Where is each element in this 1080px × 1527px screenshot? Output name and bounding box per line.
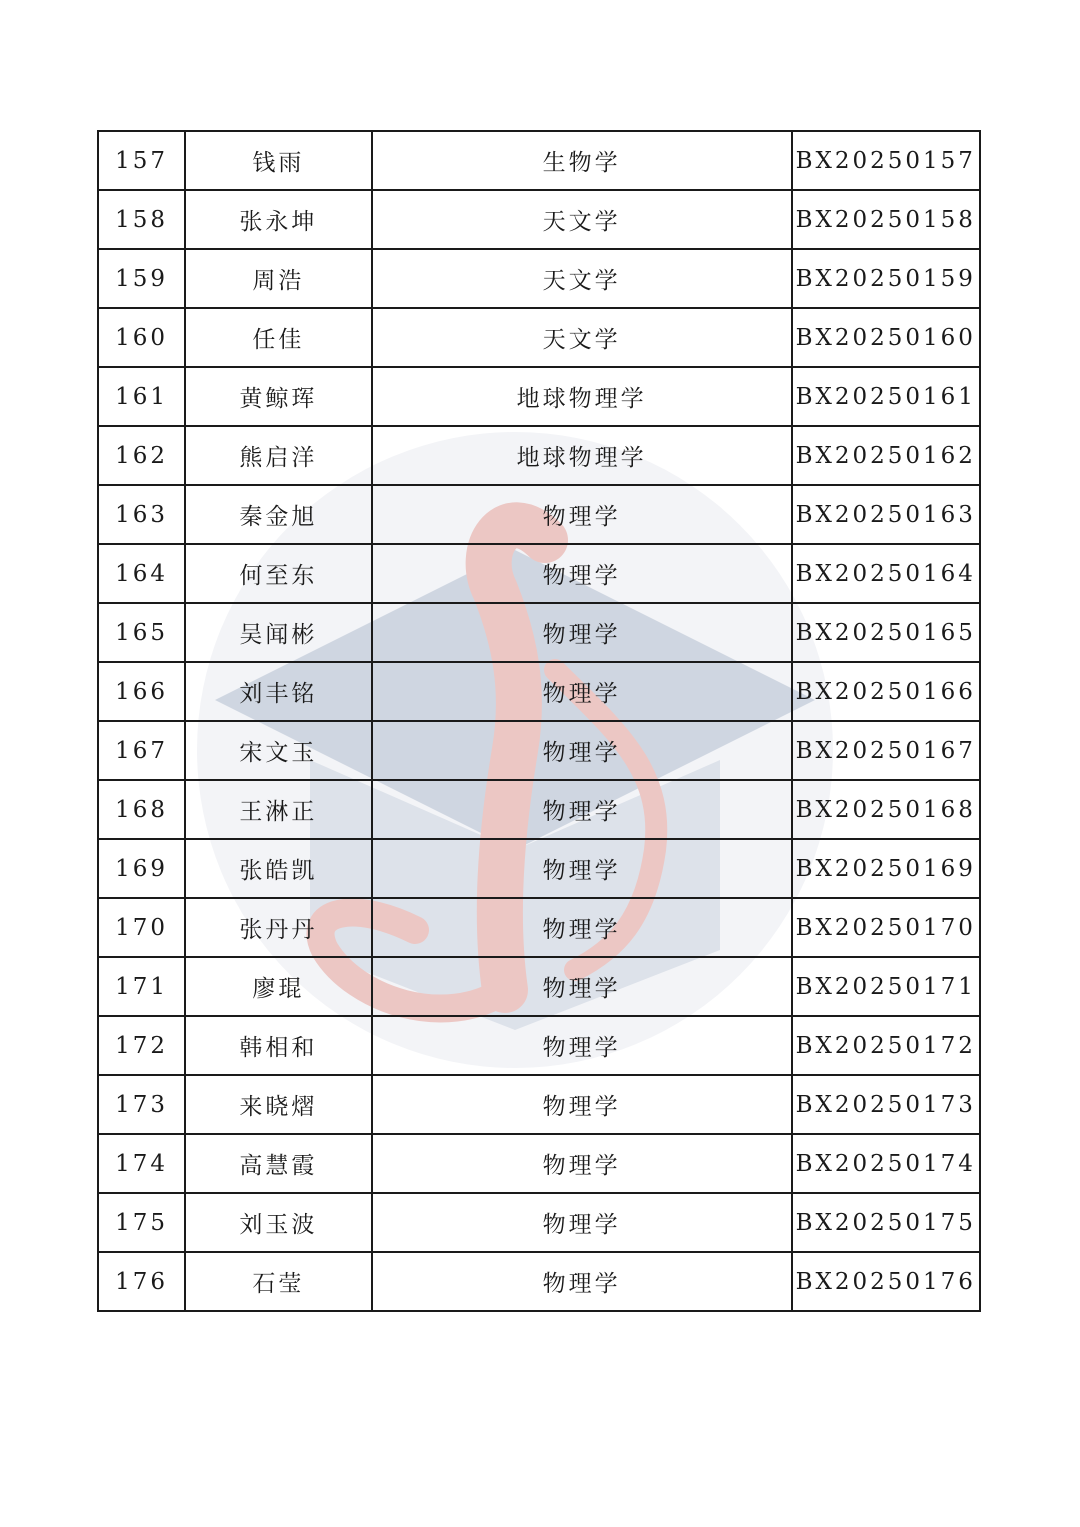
table-row bbox=[98, 485, 980, 544]
student-name-cell: 刘丰铭 bbox=[185, 662, 371, 721]
student-id-cell: BX20250162 bbox=[792, 426, 980, 485]
row-number-cell: 165 bbox=[98, 603, 185, 662]
row-number-cell: 174 bbox=[98, 1134, 185, 1193]
major-cell: 地球物理学 bbox=[372, 367, 792, 426]
table-row bbox=[98, 957, 980, 1016]
table-row bbox=[98, 190, 980, 249]
table-row bbox=[98, 780, 980, 839]
major-cell: 物理学 bbox=[372, 544, 792, 603]
row-number-cell: 163 bbox=[98, 485, 185, 544]
major-cell: 物理学 bbox=[372, 780, 792, 839]
row-number-cell: 162 bbox=[98, 426, 185, 485]
table-row bbox=[98, 367, 980, 426]
table-row bbox=[98, 1134, 980, 1193]
major-cell: 物理学 bbox=[372, 1134, 792, 1193]
student-id-cell: BX20250157 bbox=[792, 131, 980, 190]
row-number-cell: 169 bbox=[98, 839, 185, 898]
student-id-cell: BX20250173 bbox=[792, 1075, 980, 1134]
row-number-cell: 166 bbox=[98, 662, 185, 721]
student-name-cell: 周浩 bbox=[185, 249, 371, 308]
student-name-cell: 熊启洋 bbox=[185, 426, 371, 485]
student-id-cell: BX20250171 bbox=[792, 957, 980, 1016]
major-cell: 物理学 bbox=[372, 957, 792, 1016]
student-name-cell: 钱雨 bbox=[185, 131, 371, 190]
row-number-cell: 175 bbox=[98, 1193, 185, 1252]
table-row bbox=[98, 839, 980, 898]
student-name-cell: 刘玉波 bbox=[185, 1193, 371, 1252]
table-row bbox=[98, 662, 980, 721]
major-cell: 物理学 bbox=[372, 1075, 792, 1134]
row-number-cell: 157 bbox=[98, 131, 185, 190]
major-cell: 物理学 bbox=[372, 485, 792, 544]
major-cell: 物理学 bbox=[372, 662, 792, 721]
row-number-cell: 159 bbox=[98, 249, 185, 308]
table-row bbox=[98, 898, 980, 957]
major-cell: 生物学 bbox=[372, 131, 792, 190]
major-cell: 天文学 bbox=[372, 308, 792, 367]
student-id-cell: BX20250169 bbox=[792, 839, 980, 898]
major-cell: 物理学 bbox=[372, 603, 792, 662]
table-row bbox=[98, 1016, 980, 1075]
table-row bbox=[98, 249, 980, 308]
student-name-cell: 吴闻彬 bbox=[185, 603, 371, 662]
student-name-cell: 王淋正 bbox=[185, 780, 371, 839]
table-row bbox=[98, 1193, 980, 1252]
row-number-cell: 176 bbox=[98, 1252, 185, 1311]
student-id-cell: BX20250161 bbox=[792, 367, 980, 426]
student-name-cell: 廖琨 bbox=[185, 957, 371, 1016]
row-number-cell: 164 bbox=[98, 544, 185, 603]
student-name-cell: 石莹 bbox=[185, 1252, 371, 1311]
row-number-cell: 168 bbox=[98, 780, 185, 839]
row-number-cell: 161 bbox=[98, 367, 185, 426]
student-name-cell: 高慧霞 bbox=[185, 1134, 371, 1193]
student-id-cell: BX20250175 bbox=[792, 1193, 980, 1252]
major-cell: 物理学 bbox=[372, 1193, 792, 1252]
major-cell: 地球物理学 bbox=[372, 426, 792, 485]
student-name-cell: 任佳 bbox=[185, 308, 371, 367]
major-cell: 天文学 bbox=[372, 249, 792, 308]
row-number-cell: 172 bbox=[98, 1016, 185, 1075]
student-name-cell: 何至东 bbox=[185, 544, 371, 603]
student-id-cell: BX20250163 bbox=[792, 485, 980, 544]
table-row bbox=[98, 544, 980, 603]
table-row bbox=[98, 308, 980, 367]
table-body bbox=[98, 131, 980, 1311]
student-id-cell: BX20250168 bbox=[792, 780, 980, 839]
student-name-cell: 张永坤 bbox=[185, 190, 371, 249]
student-id-cell: BX20250159 bbox=[792, 249, 980, 308]
student-name-cell: 秦金旭 bbox=[185, 485, 371, 544]
student-name-cell: 韩相和 bbox=[185, 1016, 371, 1075]
table-row bbox=[98, 721, 980, 780]
major-cell: 物理学 bbox=[372, 1016, 792, 1075]
row-number-cell: 170 bbox=[98, 898, 185, 957]
student-id-cell: BX20250176 bbox=[792, 1252, 980, 1311]
row-number-cell: 167 bbox=[98, 721, 185, 780]
table-row bbox=[98, 1252, 980, 1311]
row-number-cell: 173 bbox=[98, 1075, 185, 1134]
student-id-cell: BX20250167 bbox=[792, 721, 980, 780]
major-cell: 天文学 bbox=[372, 190, 792, 249]
table-row bbox=[98, 1075, 980, 1134]
student-id-cell: BX20250158 bbox=[792, 190, 980, 249]
major-cell: 物理学 bbox=[372, 721, 792, 780]
row-number-cell: 160 bbox=[98, 308, 185, 367]
student-name-cell: 来晓熠 bbox=[185, 1075, 371, 1134]
student-id-cell: BX20250166 bbox=[792, 662, 980, 721]
major-cell: 物理学 bbox=[372, 839, 792, 898]
major-cell: 物理学 bbox=[372, 898, 792, 957]
student-id-cell: BX20250174 bbox=[792, 1134, 980, 1193]
row-number-cell: 171 bbox=[98, 957, 185, 1016]
table-row bbox=[98, 426, 980, 485]
student-name-cell: 张皓凯 bbox=[185, 839, 371, 898]
major-cell: 物理学 bbox=[372, 1252, 792, 1311]
admission-table bbox=[97, 130, 981, 1312]
table-row bbox=[98, 131, 980, 190]
student-name-cell: 张丹丹 bbox=[185, 898, 371, 957]
student-id-cell: BX20250160 bbox=[792, 308, 980, 367]
student-name-cell: 宋文玉 bbox=[185, 721, 371, 780]
student-id-cell: BX20250172 bbox=[792, 1016, 980, 1075]
table-row bbox=[98, 603, 980, 662]
student-id-cell: BX20250164 bbox=[792, 544, 980, 603]
student-id-cell: BX20250170 bbox=[792, 898, 980, 957]
student-id-cell: BX20250165 bbox=[792, 603, 980, 662]
row-number-cell: 158 bbox=[98, 190, 185, 249]
student-name-cell: 黄鲸珲 bbox=[185, 367, 371, 426]
